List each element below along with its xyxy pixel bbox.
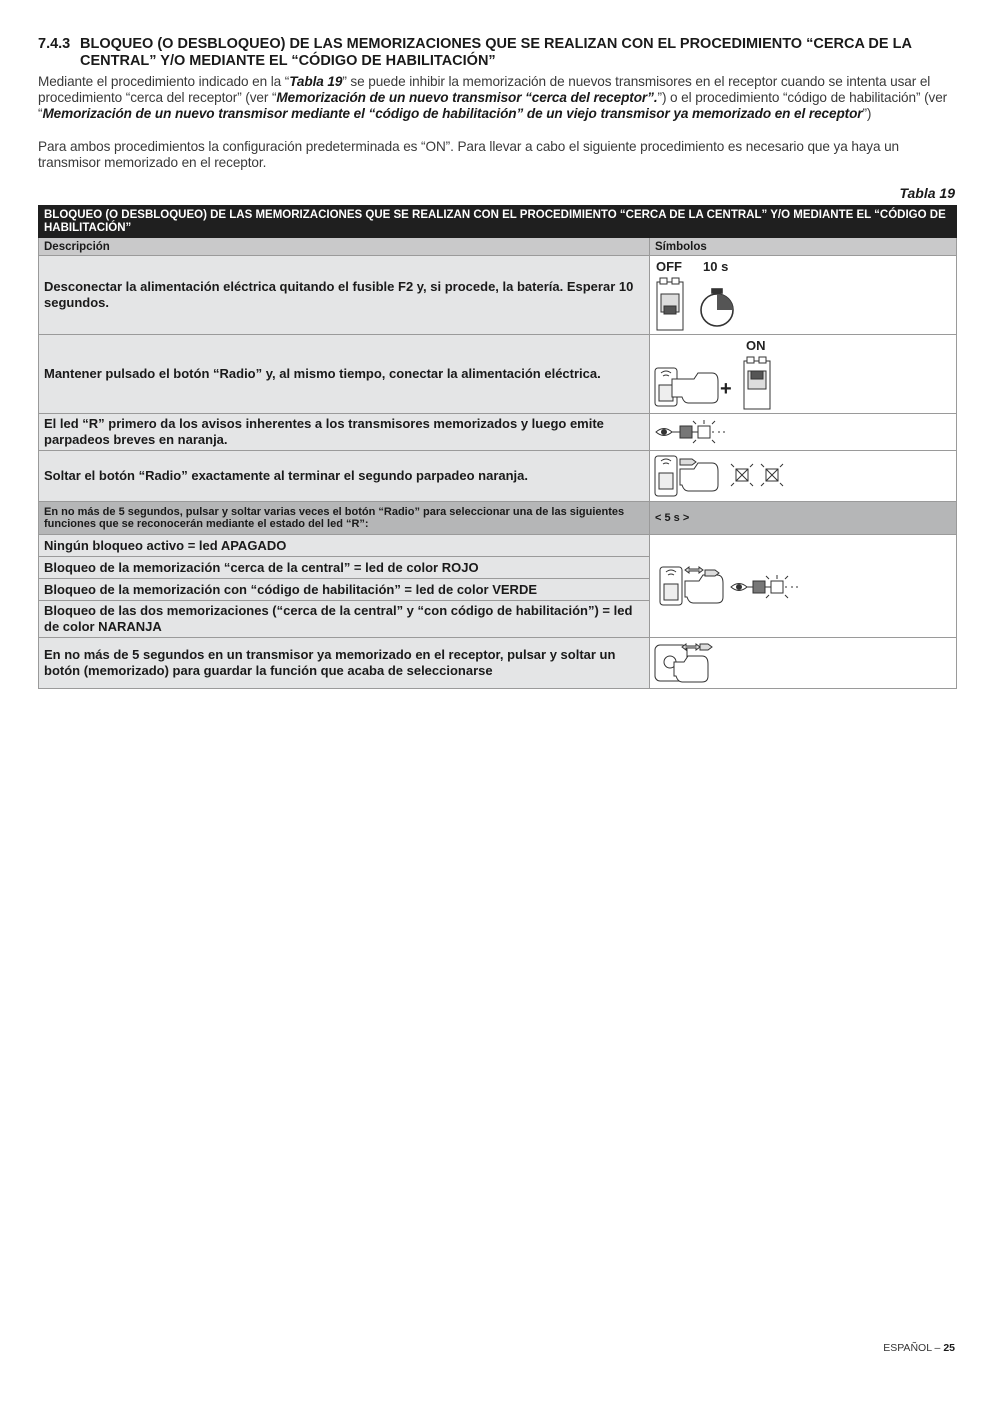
subheader-text: En no más de 5 segundos, pulsar y soltar varias veces el botón “Radio” para seleccionar una de las siguientes funciones que se reconocerán mediante el estado del led “R”: [39,502,650,535]
step-3-symbols [650,414,957,451]
intro-ref-near: Memorización de un nuevo transmisor “cerca del receptor”. [276,90,658,106]
breaker-on-icon [744,357,770,409]
step-1-symbols [650,256,957,335]
eye-icon [731,584,747,591]
header-description: Descripción [39,238,650,256]
breaker-icon [657,278,683,330]
led-blink-icon [731,464,783,486]
stopwatch-icon [701,289,733,326]
option-4-text: Bloqueo de las dos memorizaciones (“cerca de la central” y “con código de habilitación”) = led de color NARANJA [39,601,650,638]
header-symbols: Símbolos [650,238,957,256]
led-blink-icon [650,414,740,450]
radio-select-led-icon [655,537,815,635]
on-label: ON [746,338,766,354]
step-2-text: Mantener pulsado el botón “Radio” y, al mismo tiempo, conectar la alimentación eléctrica. [39,335,650,414]
release-hand-icon [680,459,718,491]
table-row [39,335,957,414]
default-config-paragraph: Para ambos procedimientos la configuración predeterminada es “ON”. Para llevar a cabo el siguiente procedimiento es necesario que ya haya un transmisor memorizado en el receptor. [38,138,900,170]
led-blink-outline-icon [766,575,799,598]
receiver-icon [655,456,677,496]
receiver-icon [660,567,682,605]
table-header-row [39,238,957,256]
intro-paragraph [38,74,955,123]
power-off-timer-icon [650,256,760,334]
transmitter-button-icon [650,638,730,688]
option-1-text: Ningún bloqueo activo = led APAGADO [39,535,650,557]
intro-ref-code: Memorización de un nuevo transmisor mediante el “código de habilitación” de un viejo transmisor ya memorizado en el receptor [42,106,863,122]
step-1-text: Desconectar la alimentación eléctrica quitando el fusible F2 y, si procede, la batería. Esperar 10 segundos. [39,256,650,335]
last-step-symbols [650,638,957,689]
page-content [38,36,955,689]
table-subheader-row [39,502,957,535]
press-radio-power-on-icon [650,335,790,413]
option-3-text: Bloqueo de la memorización con “código de habilitación” = led de color VERDE [39,579,650,601]
section-number: 7.4.3 [38,36,71,52]
eye-icon [656,429,672,436]
table-row [39,256,957,335]
plus-icon: + [720,378,732,401]
last-step-text: En no más de 5 segundos en un transmisor ya memorizado en el receptor, pulsar y soltar un botón (memorizado) para guardar la función que acaba de seleccionarse [39,638,650,689]
table-row [39,638,957,689]
table-row [39,535,957,557]
step-3-text: El led “R” primero da los avisos inherentes a los transmisores memorizados y luego emite parpadeos breves en naranja. [39,414,650,451]
page-number: 25 [943,1342,955,1354]
pressing-hand-icon [672,373,718,403]
table-title-row [39,206,957,238]
press-release-hand-icon [685,567,723,603]
led-blink-outline-icon [693,420,726,443]
intro-ref-table: Tabla 19 [289,74,343,89]
table-row [39,414,957,451]
step-4-symbols [650,451,957,502]
off-label: OFF [656,259,682,275]
table-row [39,451,957,502]
subheader-symbol: < 5 s > [650,502,957,535]
release-radio-icon [650,451,800,501]
intro-text-2: ” se puede inhibir la memorización de nuevos transmisores en el receptor cuando se intenta usar el procedimiento “cerca del receptor” (ver “ [38,74,931,106]
time-label: 10 s [703,259,729,275]
options-symbols [650,535,957,638]
intro-text-4: ”) [862,106,872,122]
option-2-text: Bloqueo de la memorización “cerca de la central” = led de color ROJO [39,557,650,579]
page-footer [883,1342,955,1354]
footer-language: ESPAÑOL – [883,1342,944,1354]
section-title: BLOQUEO (O DESBLOQUEO) DE LAS MEMORIZACIONES QUE SE REALIZAN CON EL PROCEDIMIENTO “CERCA DE LA CENTRAL” Y/O MEDIANTE EL “CÓDIGO DE HABILITACIÓN” [80,36,912,69]
step-2-symbols [650,335,957,414]
intro-text-3: ”) o el procedimiento “código de habilitación” (ver “ [38,90,948,122]
step-4-text: Soltar el botón “Radio” exactamente al terminar el segundo parpadeo naranja. [39,451,650,502]
led-on-icon [680,426,692,438]
procedure-table [38,205,957,689]
led-on-icon [753,581,765,593]
table-caption: Tabla 19 [899,185,955,202]
section-heading [38,36,955,70]
intro-text-1: Mediante el procedimiento indicado en la “ [38,74,290,89]
table-title: BLOQUEO (O DESBLOQUEO) DE LAS MEMORIZACIONES QUE SE REALIZAN CON EL PROCEDIMIENTO “CERCA DE LA CENTRAL” Y/O MEDIANTE EL “CÓDIGO DE HABILITACIÓN” [39,206,957,238]
